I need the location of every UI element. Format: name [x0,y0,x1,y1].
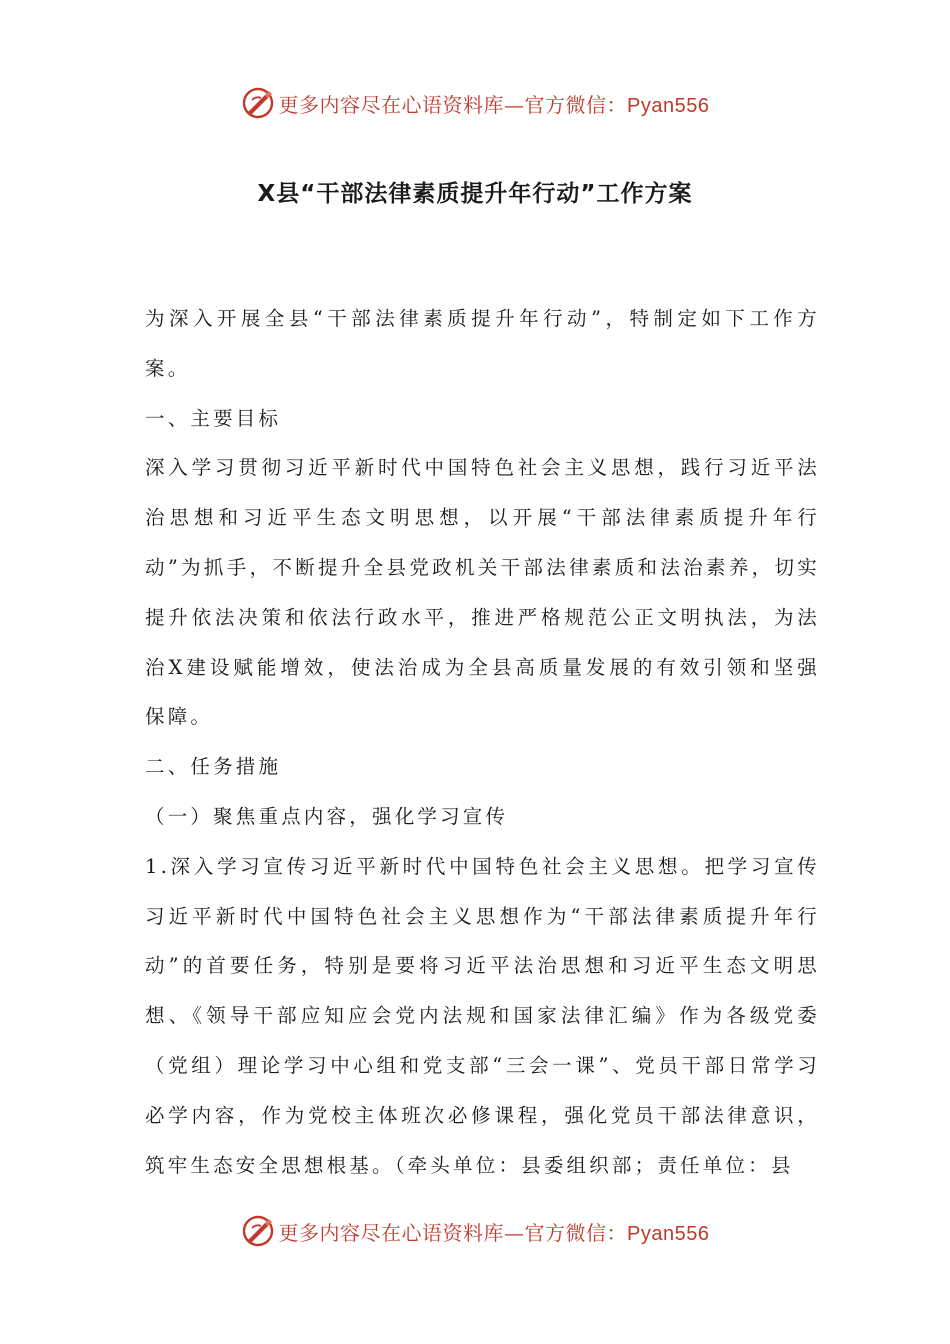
wechat-id: Pyan556 [627,1222,710,1245]
section-heading-goals: 一、主要目标 [145,406,282,430]
wechat-id: Pyan556 [627,94,710,117]
pen-circle-logo-icon [241,1214,275,1248]
section-heading-measures: 二、任务措施 [145,755,282,779]
banner-text: 更多内容尽在心语资料库—官方微信：Pyan556 [278,92,710,117]
intro-paragraph: 为深入开展全县“干部法律素质提升年行动”，特制定如下工作方案。 [145,307,820,380]
goals-paragraph: 深入学习贯彻习近平新时代中国特色社会主义思想，践行习近平法治思想和习近平生态文明思想，以开展“干部法律素质提升年行动”为抓手，不断提升全县党政机关干部法律素质和法治素养，切实提升依法决策和依法行政水平，推进严格规范公正文明执法，为法治X建设赋能增效，使法治成为全县高质量发展的有效引领和坚强保障。 [145,456,820,729]
subsection-heading: （一）聚焦重点内容，强化学习宣传 [145,804,509,828]
pen-circle-logo-icon [241,86,275,120]
header-banner [0,83,950,123]
document-body [145,294,820,1190]
banner-text: 更多内容尽在心语资料库—官方微信：Pyan556 [278,1220,710,1245]
footer-banner [0,1211,950,1251]
document-title: X县“干部法律素质提升年行动”工作方案 [257,181,693,207]
measure-paragraph-1: 1.深入学习宣传习近平新时代中国特色社会主义思想。把学习宣传习近平新时代中国特色社会主义思想作为“干部法律素质提升年行动”的首要任务，特别是要将习近平法治思想和习近平生态文明思想、《领导干部应知应会党内法规和国家法律汇编》作为各级党委（党组）理论学习中心组和党支部“三会一课”、党员干部日常学习必学内容，作为党校主体班次必修课程，强化党员干部法律意识，筑牢生态安全思想根基。（牵头单位：县委组织部；责任单位：县 [145,854,820,1177]
